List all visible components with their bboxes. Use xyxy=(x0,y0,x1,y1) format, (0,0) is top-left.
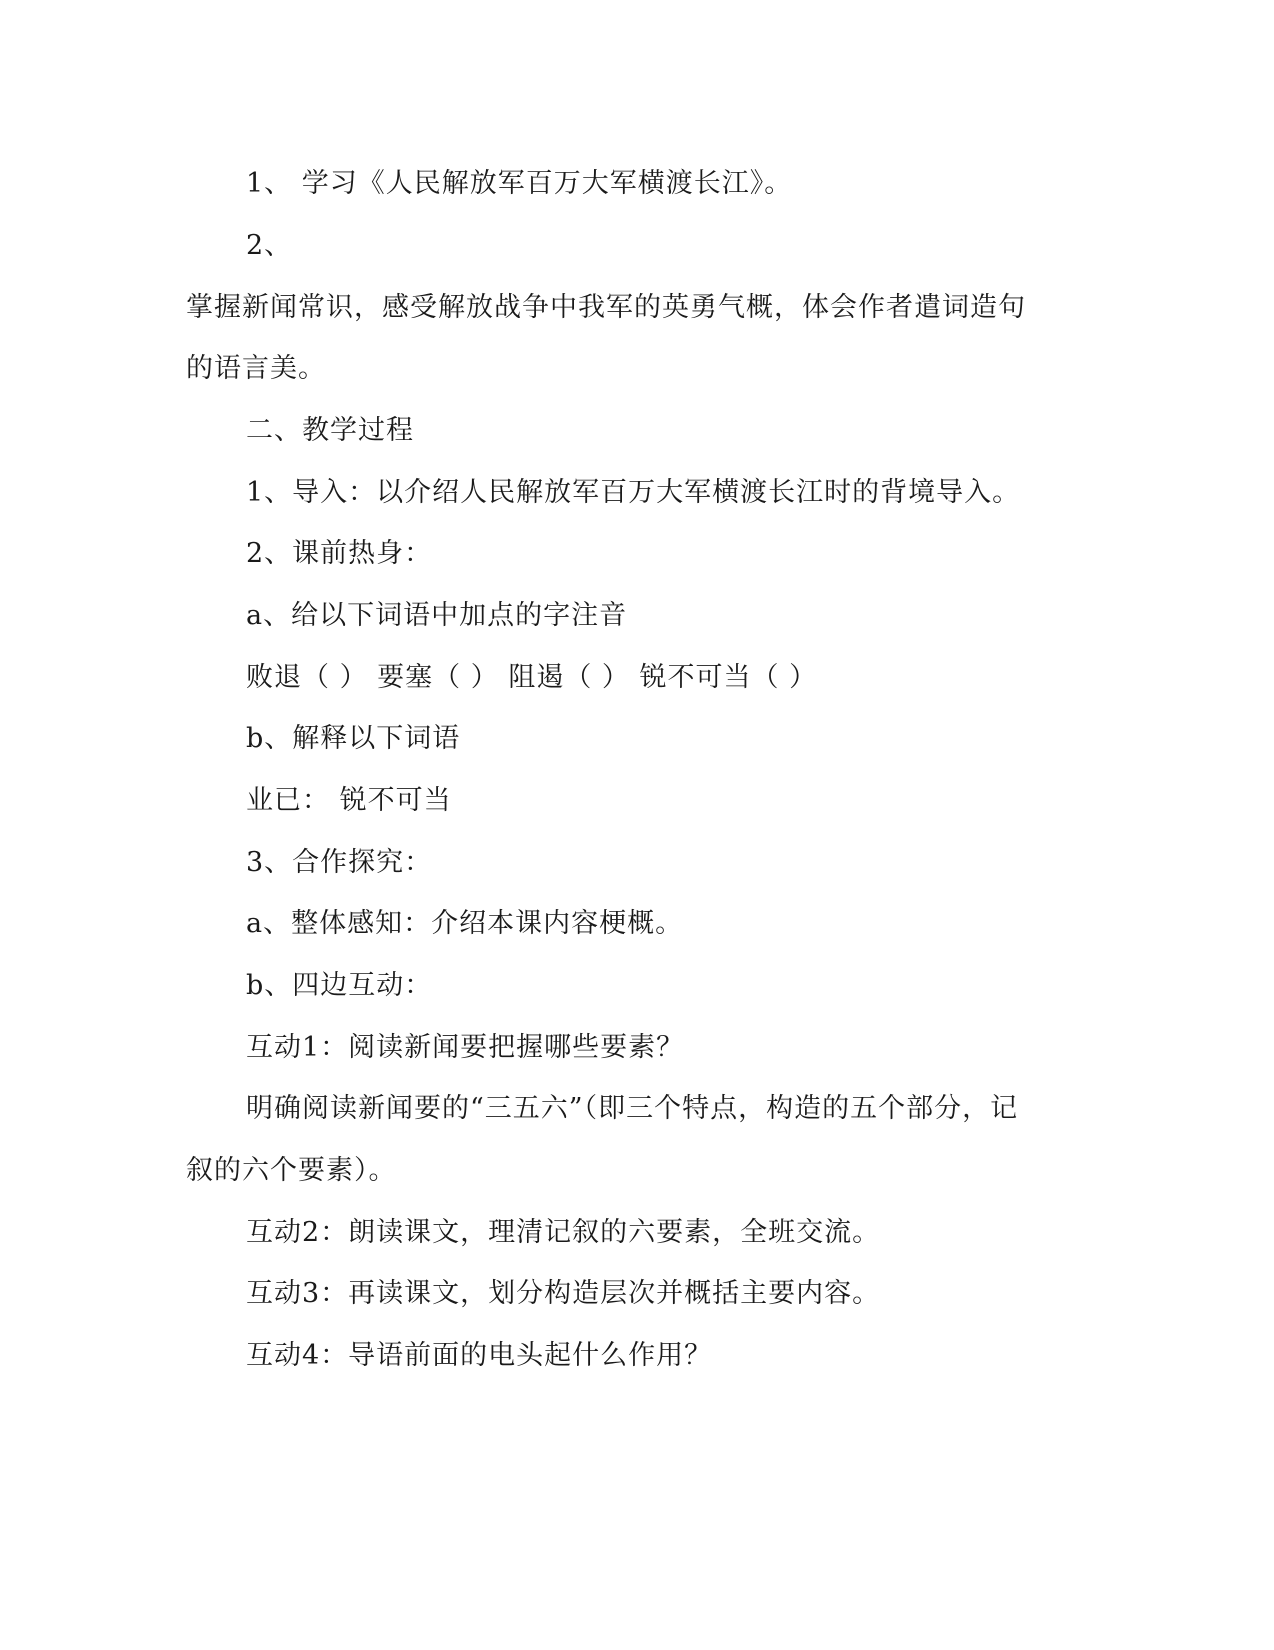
objective-2-text: 掌握新闻常识，感受解放战争中我军的英勇气概，体会作者遣词造句 xyxy=(186,292,1026,323)
interaction-4: 互动4：导语前面的电头起什么作用？ xyxy=(246,1340,713,1371)
explore-a: a、整体感知：介绍本课内容梗概。 xyxy=(246,908,684,939)
interaction-1-answer-cont: 叙的六个要素）。 xyxy=(186,1155,397,1186)
warmup-a: a、给以下词语中加点的字注音 xyxy=(246,600,628,631)
warmup-b: b、解释以下词语 xyxy=(246,723,461,754)
step-intro: 1、导入：以介绍人民解放军百万大军横渡长江时的背境导入。 xyxy=(246,477,1021,508)
explore-b: b、四边互动： xyxy=(246,970,433,1001)
warmup-b-words: 业已： 锐不可当 xyxy=(246,785,452,816)
interaction-1-answer: 明确阅读新闻要的“三五六”（即三个特点，构造的五个部分，记 xyxy=(246,1093,1019,1124)
interaction-2: 互动2：朗读课文，理清记叙的六要素，全班交流。 xyxy=(246,1217,881,1248)
interaction-3: 互动3：再读课文，划分构造层次并概括主要内容。 xyxy=(246,1278,881,1309)
step-warmup: 2、课前热身： xyxy=(246,538,433,569)
objective-1: 1、 学习《人民解放军百万大军横渡长江》。 xyxy=(246,168,793,199)
interaction-1: 互动1：阅读新闻要把握哪些要素？ xyxy=(246,1032,685,1063)
objective-2-number: 2、 xyxy=(246,230,293,261)
step-explore: 3、合作探究： xyxy=(246,847,433,878)
objective-2-text-cont: 的语言美。 xyxy=(186,353,326,384)
warmup-a-words: 败退（ ） 要塞（ ） 阻遏（ ） 锐不可当（ ） xyxy=(246,662,818,693)
section-heading: 二、教学过程 xyxy=(246,415,414,446)
